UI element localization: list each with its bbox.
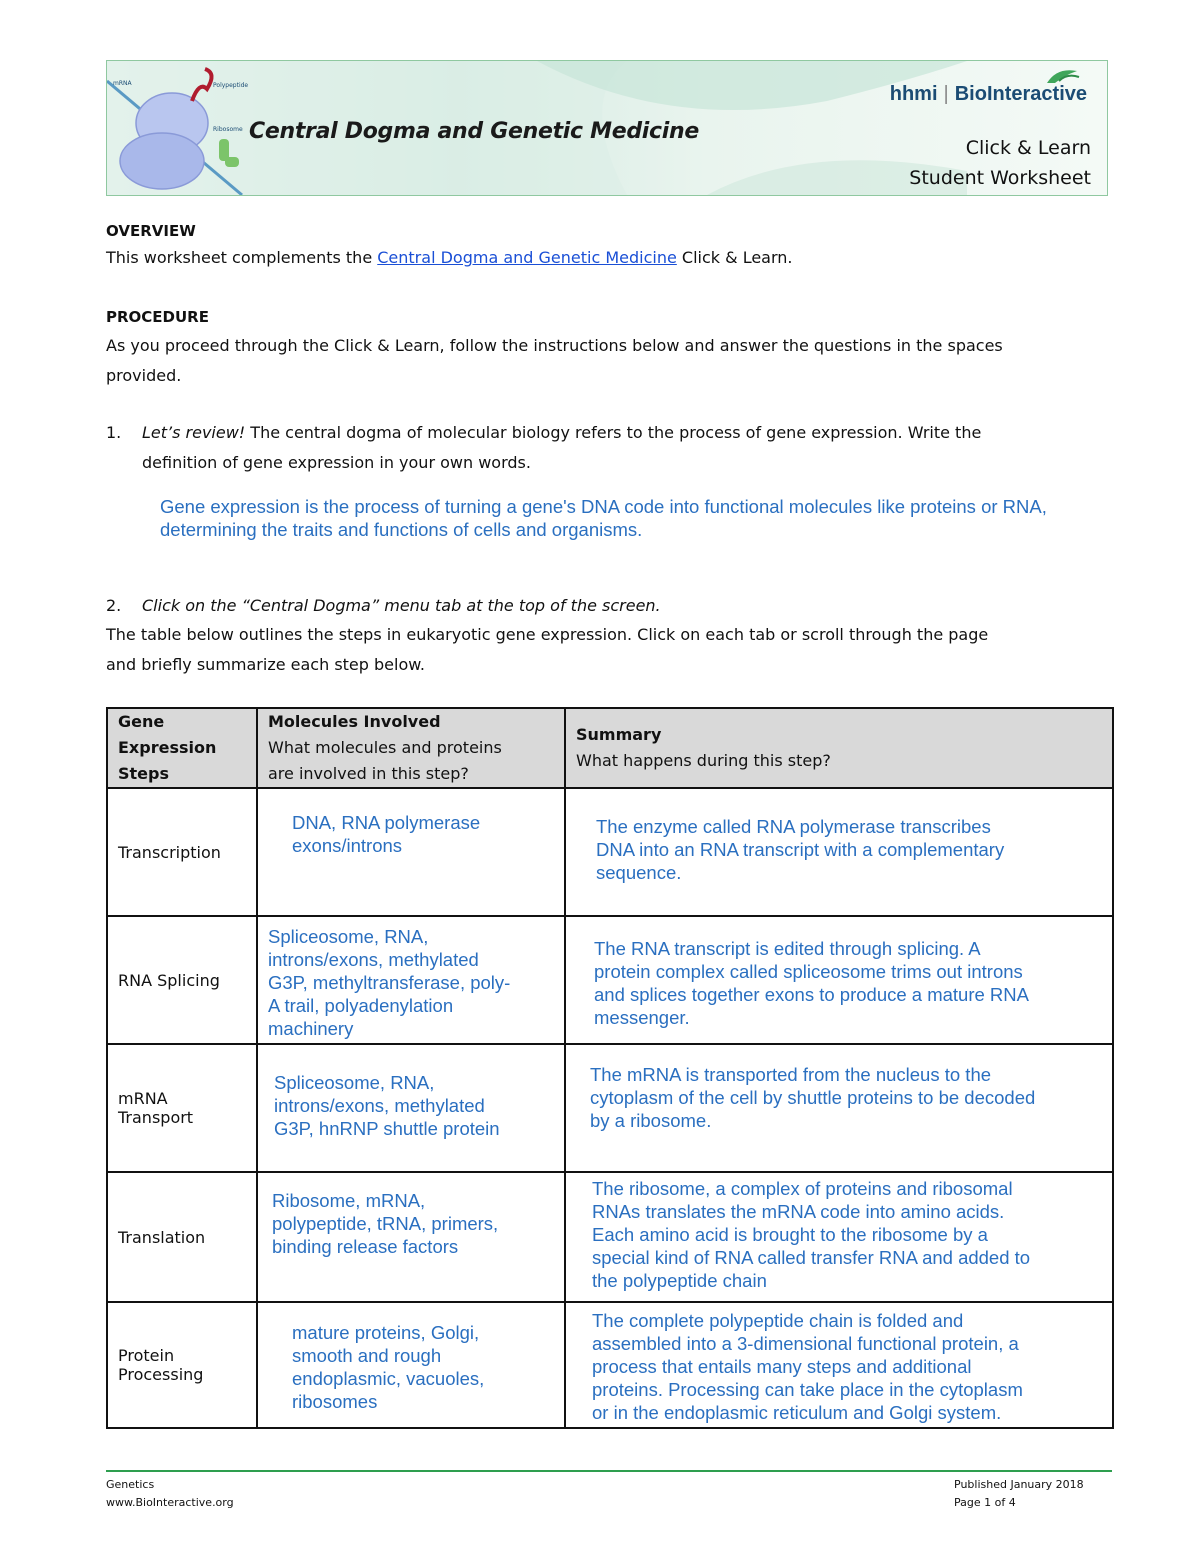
header-gene-expression-steps [107,708,257,788]
step-label: mRNA [118,1089,168,1108]
answer-line: DNA into an RNA transcript with a complementary [596,839,1005,860]
answer-line: Spliceosome, RNA, [268,926,429,947]
brand-hhmi: hhmi [889,83,938,105]
answer-line: messenger. [594,1007,690,1028]
header-line: Expression [118,738,217,757]
footer-divider [106,1470,1112,1472]
answer-line: The mRNA is transported from the nucleus to the [590,1064,992,1085]
footer-website[interactable]: www.BioInteractive.org [106,1496,234,1509]
step-label: Processing [118,1365,204,1384]
question-1-number: 1. [106,423,122,442]
header-bold: Summary [576,725,662,744]
answer-line: exons/introns [292,835,403,856]
footer-left [106,1476,234,1512]
summary-cell[interactable] [565,1302,1113,1428]
overview-text-before: This worksheet complements the [106,248,378,267]
header-bold: Molecules Involved [268,712,441,731]
table-header-row [107,708,1113,788]
header-summary [565,708,1113,788]
answer-line: machinery [268,1018,354,1039]
step-cell [107,1302,257,1428]
summary-cell[interactable] [565,1044,1113,1172]
header-line: What molecules and proteins [268,738,502,757]
answer-line: Spliceosome, RNA, [274,1072,435,1093]
table-row [107,916,1113,1044]
answer-line: protein complex called spliceosome trims out introns [594,961,1023,982]
answer-line: determining the traits and functions of cells and organisms. [160,519,643,540]
answer-line: or in the endoplasmic reticulum and Golgi system. [592,1402,1002,1423]
brand-name: BioInteractive [954,83,1087,105]
molecules-cell[interactable] [257,1302,565,1428]
step-cell [107,1172,257,1302]
answer-line: ribosomes [292,1391,378,1412]
header-line: What happens during this step? [576,751,831,770]
answer-line: the polypeptide chain [592,1270,767,1291]
question-2-italic [142,591,661,621]
answer-line: The ribosome, a complex of proteins and ribosomal [592,1178,1013,1199]
table-row [107,788,1113,916]
answer-line: The RNA transcript is edited through splicing. A [594,938,981,959]
answer-line: The complete polypeptide chain is folded and [592,1310,964,1331]
question-2-line: and briefly summarize each step below. [106,655,425,674]
brand-separator: | [943,83,949,105]
answer-line: by a ribosome. [590,1110,712,1131]
answer-line: G3P, methyltransferase, poly- [268,972,511,993]
banner-subtitle [909,133,1091,193]
molecules-cell[interactable] [257,916,565,1044]
answer-line: process that entails many steps and additional [592,1356,972,1377]
question-1-line: definition of gene expression in your own words. [142,453,531,472]
question-1-line: The central dogma of molecular biology refers to the process of gene expression. Write the [245,423,982,442]
step-cell [107,916,257,1044]
footer-right [954,1476,1084,1512]
gene-expression-table [106,707,1114,1429]
summary-cell[interactable] [565,788,1113,916]
header-line: Steps [118,764,169,783]
art-label: Ribosome [213,126,243,133]
answer-line: cytoplasm of the cell by shuttle proteins to be decoded [590,1087,1036,1108]
answer-line: and splices together exons to produce a mature RNA [594,984,1029,1005]
procedure-heading: PROCEDURE [106,308,209,326]
answer-line: sequence. [596,862,682,883]
molecules-cell[interactable] [257,1044,565,1172]
question-1-answer [160,495,1047,541]
answer-line: mature proteins, Golgi, [292,1322,480,1343]
answer-line: special kind of RNA called transfer RNA and added to [592,1247,1031,1268]
answer-line: binding release factors [272,1236,459,1257]
brand-logo [890,83,1087,106]
molecules-cell[interactable] [257,788,565,916]
answer-line: introns/exons, methylated [274,1095,485,1116]
answer-line: smooth and rough [292,1345,442,1366]
step-label: Protein [118,1346,175,1365]
header-banner [106,60,1108,196]
answer-line: Ribosome, mRNA, [272,1190,426,1211]
procedure-text [106,331,1106,391]
answer-line: endoplasmic, vacuoles, [292,1368,485,1389]
procedure-line: As you proceed through the Click & Learn, follow the instructions below and answer the questions in the spaces [106,336,1003,355]
question-2-text [106,620,1106,680]
overview-text [106,243,793,273]
question-2-number: 2. [106,596,122,615]
answer-line: introns/exons, methylated [268,949,479,970]
answer-line: G3P, hnRNP shuttle protein [274,1118,500,1139]
question-2-line: The table below outlines the steps in eukaryotic gene expression. Click on each tab or scroll through the page [106,625,989,644]
click-learn-link[interactable]: Central Dogma and Genetic Medicine [377,248,677,267]
art-label: Polypeptide [213,82,249,89]
answer-line: proteins. Processing can take place in the cytoplasm [592,1379,1023,1400]
step-label: Transport [118,1108,194,1127]
header-line: are involved in this step? [268,764,469,783]
step-label: Translation [118,1227,206,1247]
overview-text-after: Click & Learn. [676,248,793,267]
page-title: Central Dogma and Genetic Medicine [249,119,699,144]
question-1-italic: Let’s review! [142,423,246,442]
answer-line: A trail, polyadenylation [268,995,454,1016]
summary-cell[interactable] [565,1172,1113,1302]
table-row [107,1172,1113,1302]
answer-line: The enzyme called RNA polymerase transcribes [596,816,991,837]
art-label: mRNA [113,80,132,87]
overview-heading: OVERVIEW [106,222,196,240]
answer-line: Gene expression is the process of turning a gene's DNA code into functional molecules like proteins or RNA, [160,496,1047,517]
question-1-text [142,418,1102,478]
table-row [107,1302,1113,1428]
header-molecules-involved [257,708,565,788]
footer-page-number: Page 1 of 4 [954,1496,1016,1509]
molecules-cell[interactable] [257,1172,565,1302]
subtitle-student-worksheet: Student Worksheet [909,167,1091,189]
step-label: Transcription [118,842,221,862]
footer-subject: Genetics [106,1478,155,1491]
question-2-instruction: Click on the “Central Dogma” menu tab at the top of the screen. [142,596,661,615]
table-row [107,1044,1113,1172]
subtitle-click-learn: Click & Learn [965,137,1091,159]
step-cell [107,1044,257,1172]
answer-line: assembled into a 3-dimensional functional protein, a [592,1333,1019,1354]
footer-published: Published January 2018 [954,1478,1084,1491]
answer-line: RNAs translates the mRNA code into amino acids. [592,1201,1005,1222]
answer-line: polypeptide, tRNA, primers, [272,1213,499,1234]
step-cell [107,788,257,916]
step-label: RNA Splicing [118,970,220,990]
header-line: Gene [118,712,165,731]
summary-cell[interactable] [565,916,1113,1044]
procedure-line: provided. [106,366,182,385]
answer-line: Each amino acid is brought to the ribosome by a [592,1224,988,1245]
answer-line: DNA, RNA polymerase [292,812,481,833]
